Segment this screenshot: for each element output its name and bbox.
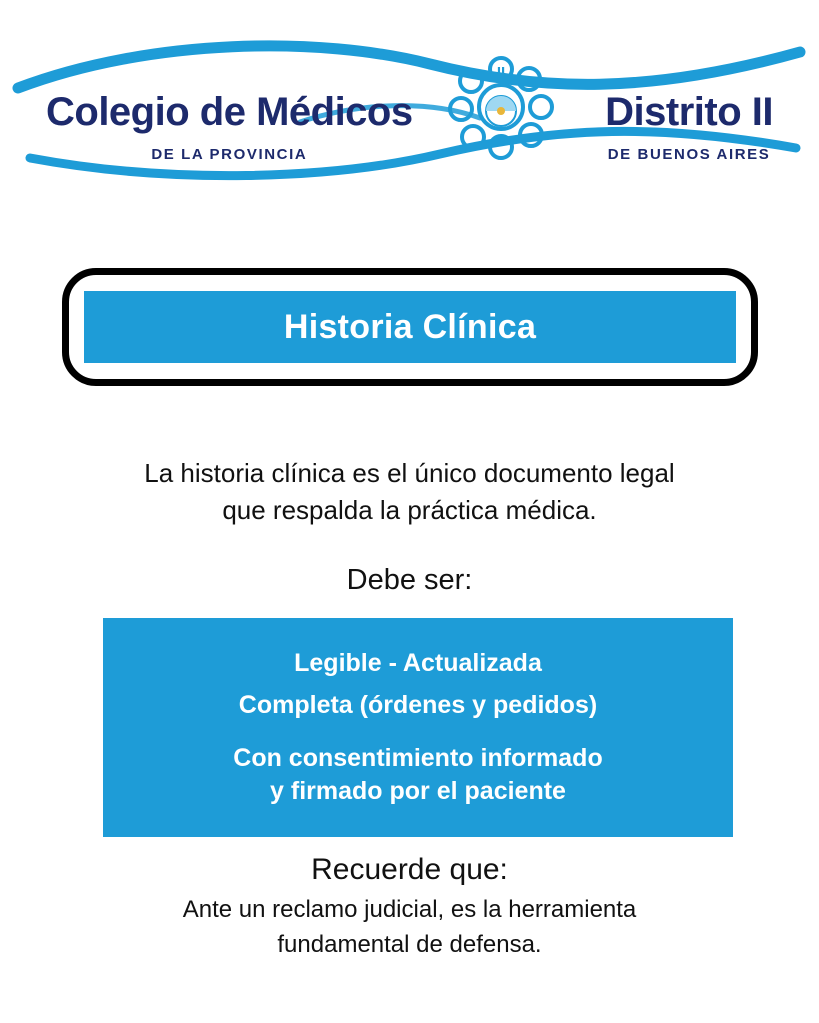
logo-right-group (605, 92, 773, 163)
page-title-frame (62, 268, 758, 386)
header-logo-block (0, 0, 819, 215)
requirement-item-1: Legible - Actualizada (294, 649, 542, 677)
requirement-item-2: Completa (órdenes y pedidos) (238, 690, 598, 719)
page-title: Historia Clínica (283, 307, 537, 346)
page-title-banner (84, 291, 736, 363)
footer-heading: Recuerde que: (311, 853, 508, 886)
logo-right-title: Distrito II (605, 90, 773, 134)
footer-paragraph (0, 893, 819, 963)
footer-line-2: fundamental de defensa. (277, 930, 542, 958)
logo-right-subtitle: DE BUENOS AIRES (607, 146, 771, 163)
debe-ser-label: Debe ser: (346, 564, 473, 596)
requirement-item-3-line-b: y firmado por el paciente (270, 777, 566, 805)
footer-line-1: Ante un reclamo judicial, es la herramienta (182, 896, 637, 923)
intro-paragraph (0, 455, 819, 529)
requirement-item-3-line-a: Con consentimiento informado (233, 744, 603, 772)
logo-left-title: Colegio de Médicos (46, 90, 413, 134)
logo-left-group (46, 92, 413, 163)
logo-left-subtitle: DE LA PROVINCIA (151, 146, 308, 163)
intro-line-2: que respalda la práctica médica. (222, 494, 597, 525)
requirement-item-3 (233, 742, 602, 808)
intro-line-1: La historia clínica es el único documento legal (144, 458, 675, 488)
emblem-label: II (496, 64, 506, 81)
requirements-panel (103, 618, 733, 837)
